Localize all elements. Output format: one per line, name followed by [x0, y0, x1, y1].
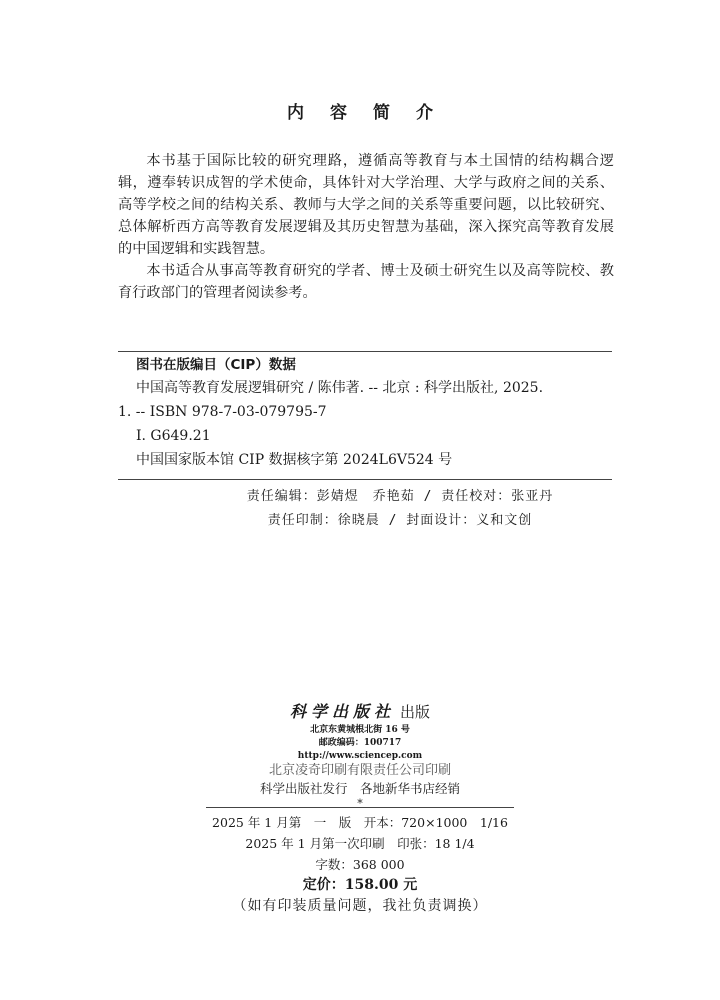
cip-block: [118, 354, 612, 472]
cip-bibliographic-line: 中国高等教育发展逻辑研究 / 陈伟著. -- 北京 : 科学出版社, 2025.: [136, 380, 544, 396]
publisher-name-row: [0, 700, 720, 724]
credits-block: [0, 485, 720, 533]
edition-line: 2025 年 1 月第 一 版 开本：720×1000 1/16: [212, 815, 508, 830]
intro-paragraph-1: 本书基于国际比较的研究理路，遵循高等教育与本土国情的结构耦合逻辑，遵奉转识成智的学术使命，具体针对大学治理、大学与政府之间的关系、高等学校之间的结构关系、教师与大学之间的关系等重要问题，以比较研究、总体解析西方高等教育发展逻辑及其历史智慧为基础，深入探究高等教育发展的中国逻辑和实践智慧。: [118, 153, 614, 257]
production-credits: 责任印制：徐晓晨 / 封面设计：义和文创: [267, 513, 533, 528]
publisher-address: 北京东黄城根北街 16 号: [310, 725, 410, 735]
cip-top-divider: [118, 351, 612, 352]
page-title: 内容简介: [287, 103, 459, 123]
cip-isbn-line: 1. -- ISBN 978-7-03-079795-7: [118, 404, 327, 420]
publisher-website: http://www.sciencep.com: [297, 751, 423, 761]
price-line: 定价：158.00 元: [302, 877, 418, 893]
intro-paragraph-2: 本书适合从事高等教育研究的学者、博士及硕士研究生以及高等院校、教育行政部门的管理者阅读参考。: [118, 263, 614, 301]
publisher-block: [0, 700, 720, 810]
printer-line: 北京凌奇印刷有限责任公司印刷: [268, 763, 451, 778]
cip-bottom-divider: [118, 479, 612, 480]
publisher-suffix: 出版: [400, 703, 431, 721]
specs-block: [0, 812, 720, 917]
cip-record-number: 中国国家版本馆 CIP 数据核字第 2024L6V524 号: [136, 452, 453, 468]
publisher-logo-name: 科学出版社: [289, 702, 395, 721]
separator-star: *: [357, 797, 363, 810]
cip-heading: 图书在版编目（CIP）数据: [136, 357, 296, 373]
wordcount-line: 字数：368 000: [315, 857, 405, 872]
publisher-postcode: 邮政编码：100717: [318, 738, 402, 748]
quality-notice: （如有印装质量问题，我社负责调换）: [232, 898, 488, 914]
specs-divider: [206, 807, 514, 808]
intro-section: [118, 150, 614, 304]
editor-credits: 责任编辑：彭婧煜 乔艳茹 / 责任校对：张亚丹: [246, 489, 554, 504]
cip-classification: Ⅰ. G649.21: [136, 428, 211, 444]
printing-line: 2025 年 1 月第一次印刷 印张：18 1/4: [245, 836, 475, 851]
distributor-line: 科学出版社发行 各地新华书店经销: [259, 781, 460, 796]
